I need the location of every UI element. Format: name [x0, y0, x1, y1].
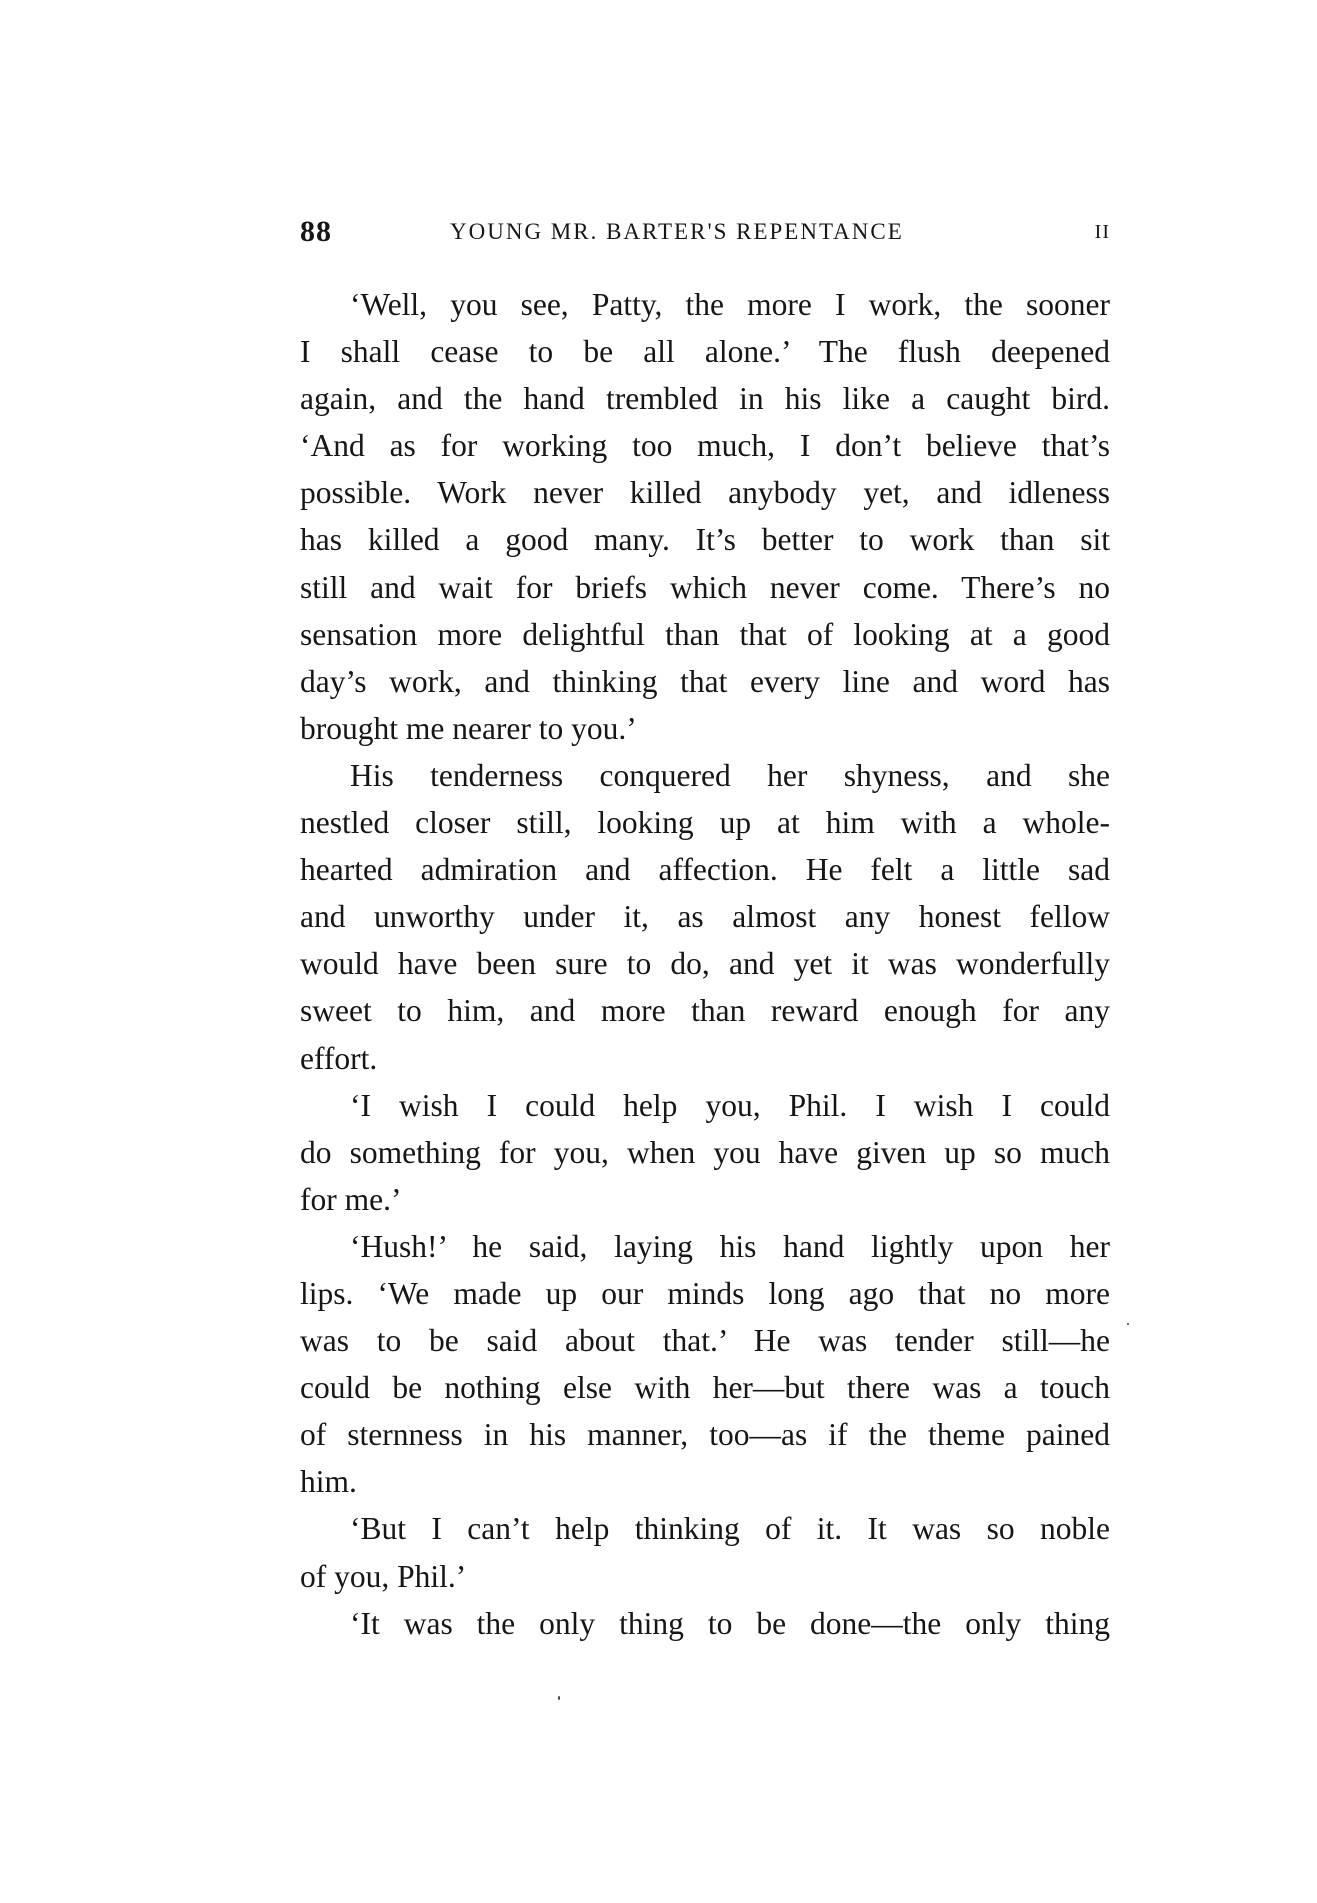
text-line: day’s work, and thinking that every line and word has — [300, 663, 1110, 699]
text-line: sweet to him, and more than reward enough for any — [300, 993, 1110, 1029]
text-line: ‘Well, you see, Patty, the more I work, the sooner — [350, 287, 1110, 322]
text-line: still and wait for briefs which never come. There’s no — [300, 569, 1110, 605]
text-line: ‘It was the only thing to be done—the only thing — [350, 1605, 1110, 1641]
body-text — [300, 281, 1110, 1647]
text-line: ‘I wish I could help you, Phil. I wish I could — [350, 1087, 1110, 1123]
text-line: brought me nearer to you.’ — [300, 710, 637, 746]
text-line: ‘Hush!’ he said, laying his hand lightly upon her — [350, 1228, 1110, 1264]
chapter-numeral: II — [1094, 221, 1110, 243]
text-line: could be nothing else with her—but there was a touch — [300, 1370, 1110, 1406]
text-line: and unworthy under it, as almost any honest fellow — [300, 899, 1110, 935]
text-line: again, and the hand trembled in his like a caught bird. — [300, 381, 1110, 417]
paragraph — [300, 281, 1110, 752]
text-line: hearted admiration and affection. He felt a little sad — [300, 852, 1110, 888]
text-line: ‘And as for working too much, I don’t believe that’s — [300, 428, 1110, 464]
text-line: sensation more delightful than that of looking at a good — [300, 616, 1110, 652]
text-line: ‘But I can’t help thinking of it. It was so noble — [350, 1511, 1110, 1547]
text-line: was to be said about that.’ He was tender still—he — [300, 1323, 1110, 1359]
paragraph — [300, 752, 1110, 1082]
paragraph — [300, 1223, 1110, 1506]
text-line: lips. ‘We made up our minds long ago that no more — [300, 1275, 1110, 1311]
paragraph — [300, 1505, 1110, 1599]
text-line: has killed a good many. It’s better to work than sit — [300, 522, 1110, 558]
ink-speck — [1127, 1323, 1129, 1325]
page-number: 88 — [300, 215, 332, 248]
text-line: for me.’ — [300, 1181, 402, 1217]
text-line: him. — [300, 1464, 357, 1500]
page-header — [300, 215, 1110, 255]
ink-speck — [558, 1696, 560, 1700]
running-title: YOUNG MR. BARTER'S REPENTANCE — [450, 219, 904, 244]
text-line: effort. — [300, 1040, 378, 1076]
text-line: would have been sure to do, and yet it was wonderfully — [300, 946, 1110, 982]
text-line: I shall cease to be all alone.’ The flush deepened — [300, 334, 1110, 370]
paragraph — [300, 1600, 1110, 1647]
text-line: His tenderness conquered her shyness, and she — [350, 757, 1110, 793]
paragraph — [300, 1082, 1110, 1223]
text-line: of sternness in his manner, too—as if the theme pained — [300, 1417, 1110, 1453]
text-line: of you, Phil.’ — [300, 1558, 467, 1594]
text-line: possible. Work never killed anybody yet, and idleness — [300, 475, 1110, 511]
text-line: do something for you, when you have given up so much — [300, 1134, 1110, 1170]
text-line: nestled closer still, looking up at him with a whole- — [300, 805, 1110, 841]
